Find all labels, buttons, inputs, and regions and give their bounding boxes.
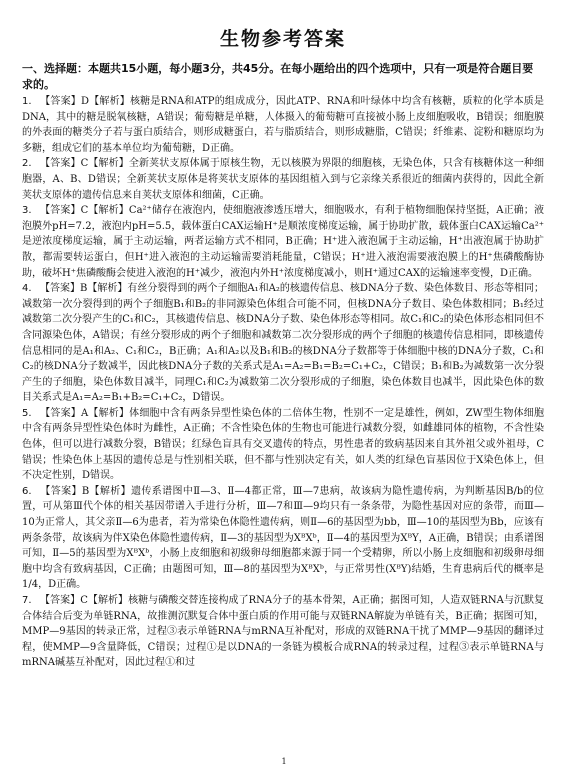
answer-item: [22, 281, 544, 406]
answer-item: [22, 156, 544, 203]
answer-item: [22, 203, 544, 281]
answer-text: 【答案】B【解析】遗传系谱图中Ⅱ—3、Ⅱ—4都正常，Ⅲ—7患病，故该病为隐性遗传病，为判断基因B/b的位置，可从第Ⅲ代个体的相关基因带谱入手进行分析，Ⅲ—7和Ⅲ—9均只有一条条带，为隐性基因对应的条带，而Ⅲ—10为正常人，其父亲Ⅱ—6为患者，若为常染色体隐性遗传病，则Ⅱ—6的基因型为bb，Ⅲ—10的基因型为Bb，应该有两条条带，故该病为伴X染色体隐性遗传病，Ⅱ—3的基因型为XᴮXᵇ，Ⅱ—4的基因型为XᴮY，A正确，B错误；由系谱图可知，Ⅱ—5的基因型为XᴮXᵇ，小肠上皮细胞和初级卵母细胞都来源于同一个受精卵，所以小肠上皮细胞和初级卵母细胞中均含有致病基因，C正确；由题图可知，Ⅲ—8的基因型为XᴮXᵇ，与正常男性(XᴮY)结婚，生育患病后代的概率是1/4，D正确。: [22, 485, 544, 591]
answer-text: 【答案】C【解析】全新荚状支原体属于原核生物，无以核膜为界限的细胞核，无染色体，只含有核糖体这一种细胞器，A、B、D错误；全新荚状支原体是将荚状支原体的基因组植入到与它亲缘关系很近的细菌内获得的，因此全新荚状支原体的遗传信息来自荚状支原体和细菌，C正确。: [22, 158, 544, 201]
answer-item: [22, 406, 544, 484]
answer-number: 3.: [22, 205, 32, 217]
answer-item: [22, 484, 544, 593]
page-title: 生物参考答案: [219, 28, 346, 50]
answer-text: 【答案】C【解析】Ca²⁺储存在液泡内，使细胞液渗透压增大，细胞吸水，有利于植物细胞保持坚挺，A正确；液泡膜外pH=7.2，液泡内pH=5.5，载体蛋白CAX运输H⁺是顺浓度梯度运输，属于协助扩散，载体蛋白CAX运输Ca²⁺是逆浓度梯度运输，属于主动运输，两者运输方式不相同，B正确；H⁺进入液泡属于主动运输，H⁺出液泡属于协助扩散，都需要转运蛋白，但H⁺进入液泡的主动运输需要消耗能量，C错误；H⁺进入液泡需要液泡膜上的H⁺焦磷酸酶协助，破坏H⁺焦磷酸酶会使进入液泡的H⁺减少，液泡内外H⁺浓度梯度减小，则H⁺通过CAX的运输速率变慢，D正确。: [22, 205, 544, 279]
answer-text: 【答案】D【解析】核糖是RNA和ATP的组成成分，因此ATP、RNA和叶绿体中均含有核糖，质粒的化学本质是DNA，其中的糖是脱氧核糖，A错误；葡萄糖是单糖，人体摄入的葡萄糖可直接被小肠上皮细胞吸收，B错误；细胞膜的外表面的糖类分子若与蛋白质结合，则形成糖蛋白，若与脂质结合，则形成糖脂，C错误；纤维素、淀粉和糖原均为多糖，组成它们的基本单位均为葡萄糖，D正确。: [22, 96, 544, 154]
answer-item: [22, 593, 544, 671]
page-number: 1: [281, 757, 287, 766]
answer-number: 1.: [22, 96, 32, 107]
answer-text: 【答案】B【解析】有丝分裂得到的两个子细胞A₁和A₂的核遗传信息、核DNA分子数、染色体数目、形态等相同；减数第一次分裂得到的两个子细胞B₁和B₂的非同源染色体组合可能不同，但核DNA分子数目、染色体数相同；B₁经过减数第二次分裂产生的C₁和C₂，其核遗传信息、核DNA分子数、染色体形态等相同。故C₁和C₂的染色体形态相同但不含同源染色体，A错误；有丝分裂形成的两个子细胞和减数第二次分裂形成的两个子细胞的核遗传信息相同，即核遗传信息相同的是A₁和A₂、C₁和C₂，B正确；A₁和A₂以及B₁和B₂的核DNA分子数都等于体细胞中核的DNA分子数，C₁和C₂的核DNA分子数减半，因此核DNA分子数的关系式是A₁=A₂=B₁=B₂=C₁+C₂，C错误；B₁和B₂为减数第一次分裂产生的子细胞，染色体数目减半，同理C₁和C₂为减数第二次分裂形成的子细胞，染色体数目也减半，因此染色体的数目关系式是A₁=A₂=B₁+B₂=C₁+C₂，D错误。: [22, 283, 544, 404]
answer-number: 7.: [22, 595, 32, 606]
answer-number: 4.: [22, 283, 32, 295]
answer-item: [22, 94, 544, 156]
answer-text: 【答案】C【解析】核糖与磷酸交替连接构成了RNA分子的基本骨架，A正确；据图可知，人造双链RNA与沉默复合体结合后变为单链RNA，故推测沉默复合体中蛋白质的作用可能与双链RNA解旋为单链有关，B正确；据图可知，MMP—9基因的转录正常，过程③表示单链RNA与mRNA互补配对，形成的双链RNA干扰了MMP—9基因的翻译过程，使MMP—9含量降低，C错误；过程①是以DNA的一条链为模板合成RNA的转录过程，过程③表示单链RNA与mRNA碱基互补配对，因此过程①和过: [22, 595, 544, 669]
answer-number: 2.: [22, 158, 32, 170]
answer-list: [22, 94, 544, 671]
answer-number: 6.: [22, 485, 32, 497]
answer-number: 5.: [22, 407, 32, 419]
section-heading: 一、选择题：本题共15小题，每小题3分，共45分。在每小题给出的四个选项中，只有一项是符合题目要求的。: [22, 62, 534, 91]
answer-text: 【答案】A【解析】体细胞中含有两条异型性染色体的二倍体生物，性别不一定是雄性，例如，ZW型生物体细胞中含有两条异型性染色体时为雌性，A正确；不含性染色体的生物也可能进行减数分裂，如雌雄同体的植物，不含性染色体，但可以进行减数分裂，B错误；红绿色盲具有交叉遗传的特点，男性患者的致病基因来自其外祖父或外祖母，C错误；性染色体上基因的遗传总是与性别相关联，但不都与性别决定有关，如人类的红绿色盲基因位于X染色体上，但不决定性别，D错误。: [22, 407, 544, 482]
